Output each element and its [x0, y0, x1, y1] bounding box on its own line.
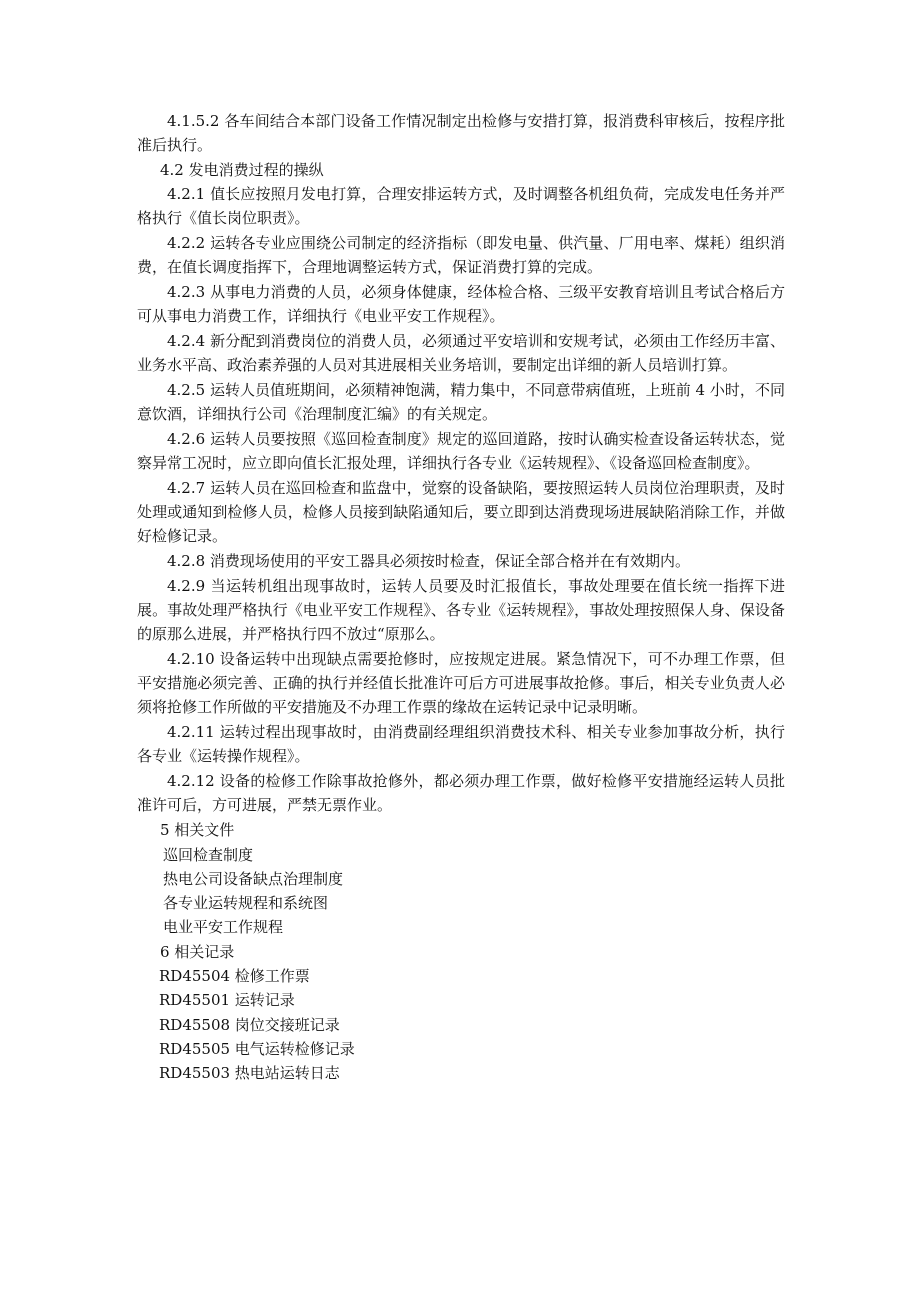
- paragraph-4-2-2: 4.2.2 运转各专业应围绕公司制定的经济指标（即发电量、供汽量、厂用电率、煤耗）组织消费，在值长调度指挥下，合理地调整运转方式，保证消费打算的完成。: [137, 234, 785, 277]
- related-file-item: 热电公司设备缺点治理制度: [163, 869, 344, 888]
- related-file-item: 巡回检查制度: [163, 845, 254, 864]
- related-record-item: RD45503 热电站运转日志: [159, 1064, 340, 1083]
- paragraph-4-2-3: 4.2.3 从事电力消费的人员，必须身体健康，经体检合格、三级平安教育培训且考试合格后方可从事电力消费工作，详细执行《电业平安工作规程》。: [137, 283, 785, 326]
- paragraph-4-2-8: 4.2.8 消费现场使用的平安工器具必须按时检查，保证全部合格并在有效期内。: [167, 552, 690, 571]
- related-record-item: RD45505 电气运转检修记录: [159, 1039, 355, 1058]
- paragraph-4-2-10: 4.2.10 设备运转中出现缺点需要抢修时，应按规定进展。紧急情况下，可不办理工作票，但平安措施必须完善、正确的执行并经值长批准许可后方可进展事故抢修。事后，相关专业负责人必须将抢修工作所做的平安措施及不办理工作票的缘故在运转记录中记录明晰。: [137, 650, 785, 717]
- paragraph-4-2-4: 4.2.4 新分配到消费岗位的消费人员，必须通过平安培训和安规考试，必须由工作经历丰富、业务水平高、政治素养强的人员对其进展相关业务培训，要制定出详细的新人员培训打算。: [137, 332, 785, 375]
- paragraph-4-2-6: 4.2.6 运转人员要按照《巡回检查制度》规定的巡回道路，按时认确实检查设备运转状态，觉察异常工况时，应立即向值长汇报处理，详细执行各专业《运转规程》、《设备巡回检查制度》。: [137, 430, 785, 473]
- paragraph-4-2-7: 4.2.7 运转人员在巡回检查和监盘中，觉察的设备缺陷，要按照运转人员岗位治理职责，及时处理或通知到检修人员，检修人员接到缺陷通知后，要立即到达消费现场进展缺陷消除工作，并做好检修记录。: [137, 479, 785, 546]
- section-5-heading: 5 相关文件: [160, 821, 235, 840]
- section-4-2-heading: 4.2 发电消费过程的操纵: [160, 161, 324, 179]
- paragraph-4-2-9: 4.2.9 当运转机组出现事故时，运转人员要及时汇报值长，事故处理要在值长统一指挥下进展。事故处理严格执行《电业平安工作规程》、各专业《运转规程》，事故处理按照保人身、保设备的原那么进展，并严格执行四不放过“原那么。: [137, 577, 785, 644]
- section-6-heading: 6 相关记录: [160, 942, 235, 961]
- related-file-item: 各专业运转规程和系统图: [163, 894, 329, 913]
- related-record-item: RD45501 运转记录: [159, 991, 295, 1010]
- paragraph-4-2-5: 4.2.5 运转人员值班期间，必须精神饱满，精力集中，不同意带病值班，上班前 4 小时，不同意饮酒，详细执行公司《治理制度汇编》的有关规定。: [137, 381, 785, 424]
- paragraph-4-2-12: 4.2.12 设备的检修工作除事故抢修外，都必须办理工作票，做好检修平安措施经运转人员批准许可后，方可进展，严禁无票作业。: [137, 772, 785, 815]
- paragraph-4-2-11: 4.2.11 运转过程出现事故时，由消费副经理组织消费技术科、相关专业参加事故分析，执行各专业《运转操作规程》。: [137, 723, 785, 766]
- paragraph-4-2-1: 4.2.1 值长应按照月发电打算，合理安排运转方式，及时调整各机组负荷，完成发电任务并严格执行《值长岗位职责》。: [137, 185, 785, 228]
- document-page: [137, 109, 785, 1086]
- related-file-item: 电业平安工作规程: [163, 918, 284, 937]
- related-record-item: RD45504 检修工作票: [159, 967, 310, 986]
- related-record-item: RD45508 岗位交接班记录: [159, 1015, 340, 1034]
- paragraph-4-1-5-2: 4.1.5.2 各车间结合本部门设备工作情况制定出检修与安措打算，报消费科审核后，按程序批准后执行。: [137, 112, 785, 154]
